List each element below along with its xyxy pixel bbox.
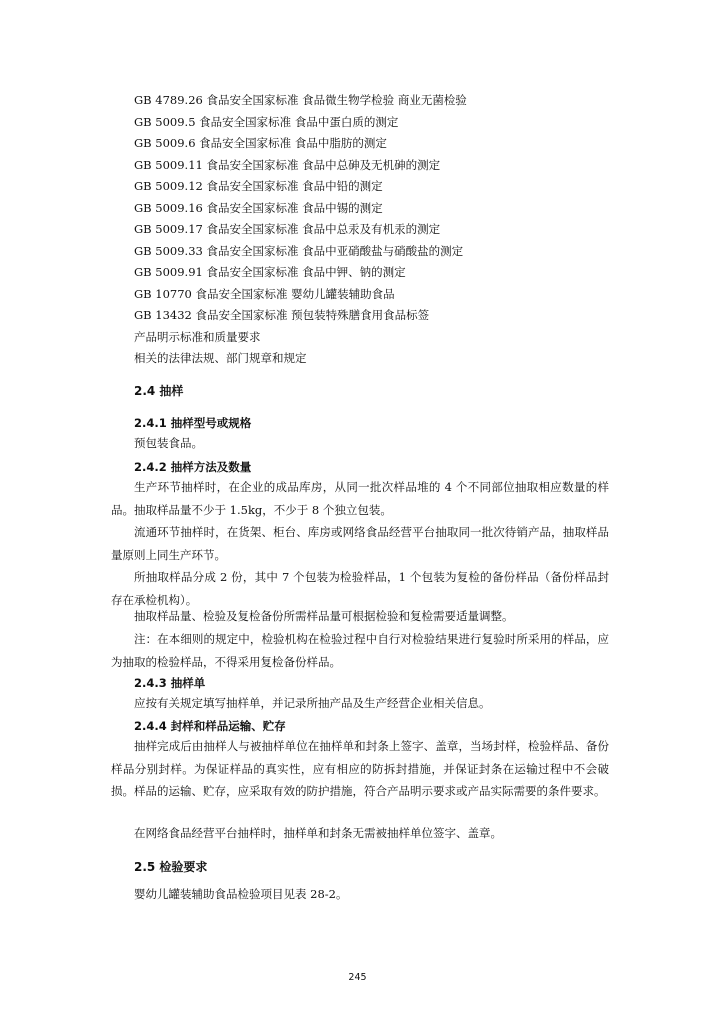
list-item: 相关的法律法规、部门规章和规定 — [134, 351, 307, 365]
section-heading-2-4-3: 2.4.3 抽样单 — [134, 676, 206, 690]
list-item: GB 5009.16 食品安全国家标准 食品中锡的测定 — [134, 200, 383, 215]
list-item: GB 5009.11 食品安全国家标准 食品中总砷及无机砷的测定 — [134, 157, 441, 172]
paragraph: 所抽取样品分成 2 份，其中 7 个包装为检验样品，1 个包装为复检的备份样品（备份样品封存在承检机构）。 — [111, 570, 609, 607]
paragraph: 抽取样品量、检验及复检备份所需样品量可根据检验和复检需要适量调整。 — [134, 609, 514, 623]
list-item: 产品明示标准和质量要求 — [134, 329, 261, 344]
list-item: GB 13432 食品安全国家标准 预包装特殊膳食用食品标签 — [134, 308, 430, 322]
paragraph: 流通环节抽样时，在货架、柜台、库房或网络食品经营平台抽取同一批次待销产品，抽取样品量原则上同生产环节。 — [111, 525, 609, 562]
list-item: GB 5009.5 食品安全国家标准 食品中蛋白质的测定 — [134, 114, 399, 129]
list-item: GB 5009.17 食品安全国家标准 食品中总汞及有机汞的测定 — [134, 222, 441, 236]
section-heading-2-4-2: 2.4.2 抽样方法及数量 — [134, 460, 252, 474]
list-item: GB 5009.12 食品安全国家标准 食品中铅的测定 — [134, 179, 383, 193]
page-number: 245 — [348, 972, 367, 983]
section-heading-2-4-4: 2.4.4 封样和样品运输、贮存 — [134, 719, 286, 733]
paragraph: 注：在本细则的规定中，检验机构在检验过程中自行对检验结果进行复验时所采用的样品，应为抽取的检验样品，不得采用复检备份样品。 — [111, 632, 609, 669]
paragraph: 预包装食品。 — [134, 436, 203, 450]
paragraph: 生产环节抽样时，在企业的成品库房，从同一批次样品堆的 4 个不同部位抽取相应数量的样品。抽取样品量不少于 1.5kg，不少于 8 个独立包装。 — [111, 480, 609, 517]
reference-standards-list — [134, 90, 654, 370]
list-item: GB 5009.91 食品安全国家标准 食品中钾、钠的测定 — [134, 265, 406, 279]
section-heading-2-5: 2.5 检验要求 — [134, 860, 208, 874]
paragraph: 在网络食品经营平台抽样时，抽样单和封条无需被抽样单位签字、盖章。 — [134, 826, 502, 840]
list-item: GB 4789.26 食品安全国家标准 食品微生物学检验 商业无菌检验 — [134, 93, 467, 107]
section-heading-2-4-1: 2.4.1 抽样型号或规格 — [134, 416, 252, 430]
paragraph: 抽样完成后由抽样人与被抽样单位在抽样单和封条上签字、盖章，当场封样，检验样品、备份样品分别封样。为保证样品的真实性，应有相应的防拆封措施，并保证封条在运输过程中不会破损。样品的运输、贮存，应采取有效的防护措施，符合产品明示要求或产品实际需要的条件要求。 — [111, 739, 609, 798]
section-heading-2-4: 2.4 抽样 — [134, 384, 184, 398]
paragraph: 应按有关规定填写抽样单，并记录所抽产品及生产经营企业相关信息。 — [134, 696, 491, 710]
list-item: GB 5009.6 食品安全国家标准 食品中脂肪的测定 — [134, 136, 387, 150]
list-item: GB 5009.33 食品安全国家标准 食品中亚硝酸盐与硝酸盐的测定 — [134, 243, 464, 258]
paragraph: 婴幼儿罐装辅助食品检验项目见表 28-2。 — [134, 887, 348, 901]
list-item: GB 10770 食品安全国家标准 婴幼儿罐装辅助食品 — [134, 286, 395, 301]
